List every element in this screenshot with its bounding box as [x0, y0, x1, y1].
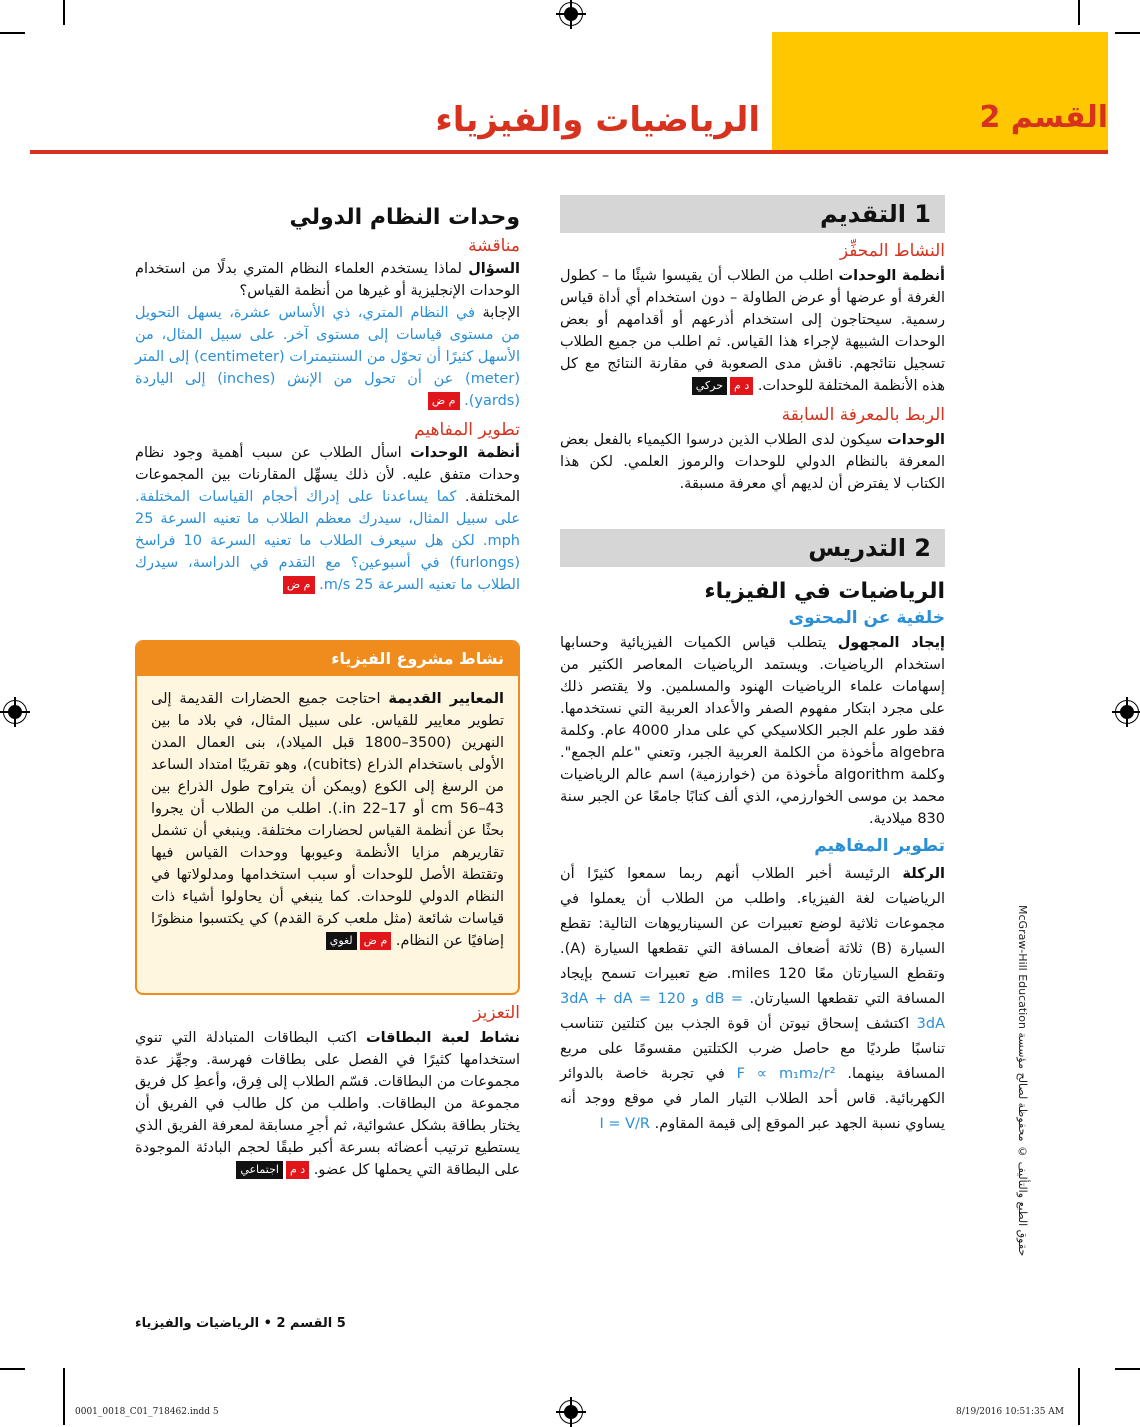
reinforce-paragraph — [135, 1027, 520, 1181]
chapter-label-text: القسم — [1010, 100, 1108, 135]
crop-mark — [63, 1368, 65, 1425]
right-column — [560, 195, 945, 1137]
develop-paragraph — [560, 862, 945, 1137]
crop-mark — [1078, 1368, 1080, 1425]
project-box — [135, 640, 520, 995]
reinforce-section — [135, 1003, 520, 1181]
page-footer — [135, 1316, 346, 1331]
answer-text: في النظام المتري، ذي الأساس عشرة، يسهل التحويل من مستوى قياسات إلى مستوى آخر. على سبيل المثال، من الأسهل كثيرًا أن تحوّل من السنتيمترات (centimeter) إلى المتر (meter) عن أن تحول من الإنش (inches) إلى الياردة (yards). — [134, 305, 520, 409]
chapter-number: 2 — [979, 100, 1001, 135]
link-heading: الربط بالمعرفة السابقة — [781, 405, 945, 425]
background-lead: إيجاد المجهول — [837, 635, 945, 651]
chapter-label — [979, 100, 1108, 135]
formula: F ∝ m₁m₂/r² — [736, 1066, 836, 1082]
units-develop-paragraph — [135, 442, 520, 596]
background-paragraph — [560, 632, 945, 830]
answer-paragraph — [135, 302, 520, 412]
reinforce-heading: التعزيز — [473, 1003, 520, 1023]
tag-badge: اجتماعي — [236, 1161, 283, 1179]
question-text: لماذا يستخدم العلماء النظام المتري بدلًا من استخدام الوحدات الإنجليزية أو غيرها من أنظمة القياس؟ — [135, 261, 520, 299]
link-lead: الوحدات — [887, 432, 945, 448]
discussion-heading: مناقشة — [468, 236, 520, 256]
footer-text: القسم 2 • الرياضيات والفيزياء — [135, 1316, 333, 1331]
section2-subtitle: الرياضيات في الفيزياء — [704, 579, 945, 604]
activity-lead: أنظمة الوحدات — [838, 268, 946, 284]
section1-title: 1 التقديم — [560, 195, 945, 233]
answer-lead: الإجابة — [482, 305, 520, 321]
header-rule — [30, 150, 1108, 154]
units-title: وحدات النظام الدولي — [289, 205, 520, 230]
background-heading: خلفية عن المحتوى — [788, 608, 945, 628]
develop-text: الرئيسة أخبر الطلاب أنهم ربما سمعوا كثيرًا أن الرياضيات لغة الفيزياء. واطلب من الطلاب أن يعملوا في مجموعات ثلاثية لوضع تعبيرات عن السيناريوهات التالية: تقطع السيارة (B) ثلاثة أضعاف المسافة التي تقطعها السيارة (A). وتقطع السيارتان معًا 120 miles. ضع تعبيرات تسمح بإيجاد المسافة التي تقطعها السيارتان. — [560, 866, 946, 1007]
chapter-title: الرياضيات والفيزياء — [435, 100, 760, 140]
activity-text: اطلب من الطلاب أن يقيسوا شيئًا ما – كطول الغرفة أو عرضها أو عرض الطاولة – دون استخدام أي أداة قياس رسمية. سيحتاجون إلى استخدام أذرعهم أو أقدامهم أو بعض الوحدات الشبيهة لإجراء هذا القياس. ثم اطلب من جميع الطلاب تسجيل نتائجهم. ناقش مدى الصعوبة في مقارنة النتائج مع كل هذه الأنظمة المختلفة للوحدات. — [560, 268, 945, 394]
tag-badge: لغوي — [326, 932, 357, 950]
develop-text: اكتشف إسحاق نيوتن أن قوة الجذب بين كتلتين تتناسب تناسبًا طرديًا مع حاصل ضرب الكتلتين مقسومًا على مربع المسافة بينهما. — [560, 1016, 945, 1082]
activity-paragraph — [560, 265, 945, 397]
tag-badge: د م — [286, 1161, 309, 1179]
crop-mark — [1115, 32, 1140, 34]
registration-mark-icon — [559, 1400, 583, 1424]
question-paragraph — [135, 258, 520, 302]
tag-badge: حركي — [692, 377, 727, 395]
slug-file: 0001_0018_C01_718462.indd 5 — [75, 1407, 219, 1417]
slug-date: 8/19/2016 10:51:35 AM — [956, 1407, 1065, 1417]
crop-mark — [1078, 0, 1080, 25]
crop-mark — [63, 0, 65, 25]
tag-badge: م ض — [360, 932, 392, 950]
tag-badge: م ض — [428, 392, 460, 410]
crop-mark — [0, 1368, 25, 1370]
question-lead: السؤال — [468, 261, 521, 277]
left-column — [135, 205, 520, 596]
develop-text: في تجربة خاصة بالدوائر الكهربائية. قاس أحد الطلاب التيار المار في موقع ووجد أنه يساوي نسبة الجهد عبر الموقع إلى قيمة المقاوم. — [560, 1066, 945, 1132]
activity-heading: النشاط المحفِّز — [839, 241, 945, 261]
units-develop-lead: أنظمة الوحدات — [410, 445, 520, 461]
formula: 3dA + dA = 120 و dB = 3dA — [560, 991, 946, 1032]
link-paragraph — [560, 429, 945, 495]
tag-badge: م ض — [283, 576, 315, 594]
units-develop-text: اسأل الطلاب عن سبب أهمية وجود نظام وحدات متفق عليه. لأن ذلك يسهِّل المقارنات بين المجموعات المختلفة. — [135, 445, 521, 505]
units-develop-heading: تطوير المفاهيم — [414, 420, 520, 440]
crop-mark — [1115, 1368, 1140, 1370]
registration-mark-icon — [1115, 700, 1139, 724]
develop-lead: الركلة — [902, 866, 945, 882]
page-number: 5 — [336, 1316, 346, 1331]
reinforce-lead: نشاط لعبة البطاقات — [366, 1030, 520, 1046]
formula: I = V/R — [599, 1116, 650, 1132]
copyright-sidebar: حقوق الطبع والتأليف © محفوظة لصالح مؤسسة McGraw-Hill Education — [1016, 905, 1029, 1257]
crop-mark — [0, 32, 25, 34]
project-text: احتاجت جميع الحضارات القديمة إلى تطوير معايير للقياس. على سبيل المثال، في بلاد ما بين النهرين (3500–1800 قبل الميلاد)، بنى العمال المدن الأولى باستخدام الذراع (cubits)، وهو تقريبًا امتداد الساعد من الرسغ إلى الكوع (ويمكن أن يتراوح طول الذراع بين 43–56 cm أو 17–22 in.). اطلب من الطلاب أن يجروا بحثًا عن أنظمة القياس لحضارات مختلفة. وينبغي أن تشمل تقاريرهم مزايا الأنظمة وعيوبها ووحدات القياس فيها وتقتطة الأصل للوحدات أو سبب استخدامها ومدلولاتها في النظام الدولي للوحدات. كما ينبغي أن يحاولوا أشياء ذات قياسات شائعة (مثل ملعب كرة القدم) كي يكتسبوا منظورًا إضافيًا عن النظام. — [151, 691, 505, 949]
units-develop-text: كما يساعدنا على إدراك أحجام القياسات المختلفة. على سبيل المثال، سيدرك معظم الطلاب ما تعنيه السرعة 25 mph. لكن هل سيعرف الطلاب ما تعنيه السرعة 10 فراسخ (furlongs) في أسبوعين؟ مع التقدم في الدراسة، سيدرك الطلاب ما تعنيه السرعة 25 m/s. — [135, 489, 520, 593]
project-paragraph — [137, 676, 518, 952]
link-text: سيكون لدى الطلاب الذين درسوا الكيمياء بالفعل بعض المعرفة بالنظام الدولي للوحدات والرموز العلمي. لكن هذا الكتاب لا يفترض أن لديهم أي معرفة مسبقة. — [560, 432, 945, 492]
registration-mark-icon — [559, 2, 583, 26]
project-lead: المعايير القديمة — [388, 691, 504, 707]
project-title: نشاط مشروع الفيزياء — [137, 642, 518, 676]
registration-mark-icon — [3, 700, 27, 724]
section2-title: 2 التدريس — [560, 529, 945, 567]
tag-badge: د م — [730, 377, 753, 395]
background-text: يتطلب قياس الكميات الفيزيائية وحسابها استخدام الرياضيات. ويستمد الرياضيات المعاصر الكثير من إسهامات علماء الرياضيات الهنود والمسلمين. ولا يقتصر ذلك على مجرد ابتكار مفهوم الصفر والأعداد العربية التي نستخدمها. فقد طور علم الجبر الكلاسيكي كي على مدار 4000 عام. وكلمة algebra مأخوذة من الكلمة العربية الجبر، وتعني "علم الجمع". وكلمة algorithm مأخوذة من (خوارزمية) اسم عالم الرياضيات محمد بن موسى الخوارزمي، الذي ألف كتابًا جامعًا عن الجبر سنة 830 ميلادية. — [560, 635, 945, 827]
develop-heading: تطوير المفاهيم — [814, 836, 945, 856]
reinforce-text: اكتب البطاقات المتبادلة التي تنوي استخدامها كثيرًا في الفصل على بطاقات فهرسة. وجهِّز عدة مجموعات من البطاقات. قسّم الطلاب إلى فِرق، وأعطِ كل فريق مجموعة من البطاقات. واطلب من كل طالب في الفريق أن يختار بطاقة بشكل عشوائية، ثم أجرِ مسابقة لمعرفة الفريق الذي يستطيع ترتيب أعضائه بسرعة أكبر طبقًا لحجم البادئة الموجودة على البطاقة التي يحملها كل عضو. — [135, 1030, 520, 1178]
